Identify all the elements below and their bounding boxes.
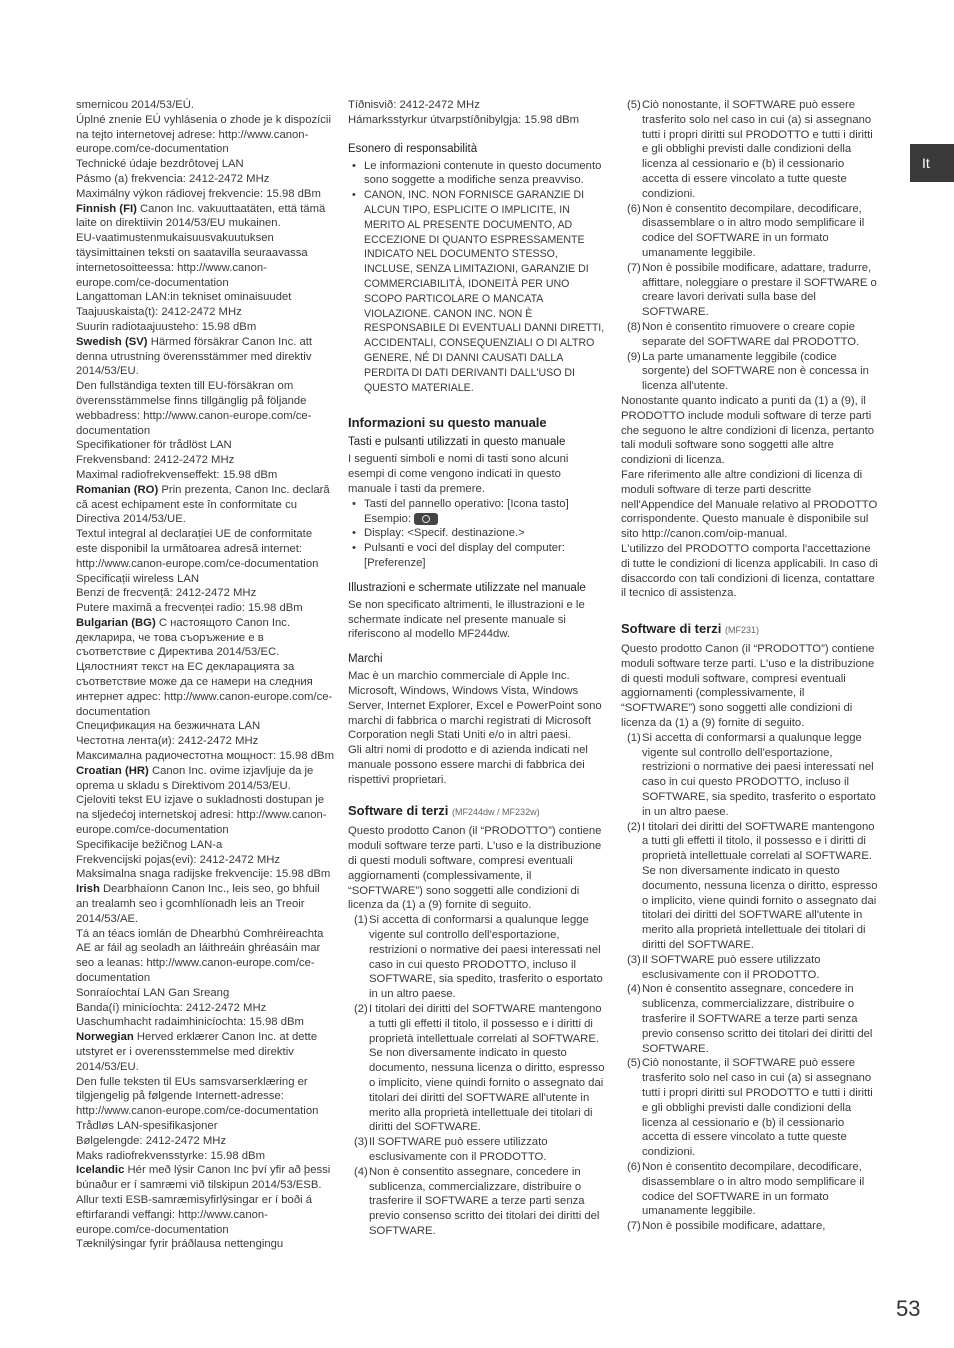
paragraph <box>76 838 334 853</box>
list-number: (5) <box>627 1057 641 1070</box>
paragraph-text: Specifikationer för trådlöst LAN <box>76 439 232 452</box>
paragraph-text: Pásmo (a) frekvencia: 2412-2472 MHz <box>76 172 270 185</box>
paragraph <box>76 853 334 868</box>
list-item <box>621 98 879 202</box>
intro-line: Hámarksstyrkur útvarpstíðnibylgja: 15.98 dBm <box>348 113 580 126</box>
page-number: 53 <box>896 1296 921 1321</box>
paragraph <box>76 231 334 290</box>
list-number: (3) <box>627 953 641 966</box>
language-label: Finnish (FI) <box>76 202 137 215</box>
paragraph: Se non specificato altrimenti, le illustrazioni e le schermate indicate nel presente manuale si riferiscono al modello MF244dw. <box>348 598 585 641</box>
menu-key-icon <box>414 513 438 525</box>
paragraph-text: Максимална радиочестотна мощност: 15.98 dBm <box>76 750 334 763</box>
section-heading-manual: Informazioni su questo manuale <box>348 415 547 431</box>
paragraph: Nonostante quanto indicato a punti da (1) a (9), il PRODOTTO include moduli software di terze parti che seguono le altre condizioni di licenza, pertanto tali moduli software sono soggetti alle altre condizioni di licenza. <box>621 394 875 467</box>
list-text: Ciò nonostante, il SOFTWARE può essere trasferito solo nel caso in cui (a) si assegnano tutti i propri diritti sul PRODOTTO e tutti i diritti e gli obblighi previsti dalle condizioni della licenza al cessionario e (b) il cessionario accetta di essere vincolato a tutte queste condizioni. <box>642 99 873 200</box>
list-item: • Display: <Specif. destinazione.> <box>348 526 606 541</box>
paragraph-text: Dearbhaíonn Canon Inc., leis seo, go bhfuil an trealamh seo i gcomhlíonadh leis an Treoir 2014/53/AE. <box>76 883 320 925</box>
list-number: (7) <box>627 261 641 274</box>
paragraph-text: Tæknilýsingar fyrir þráðlausa nettengingu <box>76 1238 284 1251</box>
paragraph: Microsoft, Windows, Windows Vista, Windows Server, Internet Explorer, Excel e PowerPoint sono marchi di fabbrica o marchi registrati di Microsoft Corporation negli Stati Uniti e/o in altri paesi. <box>348 684 602 742</box>
paragraph <box>76 202 334 232</box>
paragraph-text: Cjeloviti tekst EU izjave o sukladnosti dostupan je na sljedećoj internetskoj adresi: http://www.canon-europe.com/ce-documentation <box>76 794 327 837</box>
paragraph <box>76 749 334 764</box>
list-item <box>621 731 879 820</box>
paragraph <box>76 98 334 113</box>
subheading-keys: Tasti e pulsanti utilizzati in questo manuale <box>348 436 566 449</box>
paragraph-text: Technické údaje bezdrôtovej LAN <box>76 158 244 171</box>
list-item-text: Tasti del pannello operativo: [Icona tasto] <box>364 497 569 510</box>
paragraph <box>76 1119 334 1134</box>
license-list <box>348 913 606 1239</box>
intro-line: Tíðnisvið: 2412-2472 MHz <box>348 99 480 111</box>
paragraph-text: Herved erklærer Canon Inc. at dette utstyret er i overensstemmelse med direktiv 2014/53/EU. <box>76 1031 318 1073</box>
paragraph <box>76 1193 334 1237</box>
list-number: (2) <box>354 1003 368 1016</box>
paragraph-text: Canon Inc. vakuuttaatäten, että tämä laite on direktiivin 2014/53/EU mukainen. <box>76 202 326 230</box>
heading-models: (MF244dw / MF232w) <box>452 807 540 818</box>
list-item <box>621 953 879 983</box>
column-2 <box>348 98 606 1239</box>
column-1 <box>76 98 334 1252</box>
list-text: Si accetta di conformarsi a qualunque legge vigente sul controllo dell'esportazione, restrizioni o normative dei paesi interessati nel caso in cui questo PRODOTTO, incluso il SOFTWARE, sia spedito, trasferito o esportato in un altro paese. <box>642 731 876 818</box>
list-item <box>348 1165 606 1239</box>
license-list <box>621 98 879 394</box>
paragraph-text: Bølgelengde: 2412-2472 MHz <box>76 1134 227 1147</box>
paragraph: Fare riferimento alle altre condizioni di licenza di moduli software di terze parti descritte nell'Appendice del Manuale relativo al PRODOTTO corrispondente. Questo manuale è disponibile sul sito http://canon.com/oip-manual. <box>621 468 878 541</box>
paragraph <box>76 113 334 157</box>
paragraph-text: Hér með lýsir Canon Inc því yfir að þessi búnaður er í samræmi við tilskipun 2014/53/ESB. <box>76 1164 331 1192</box>
list-number: (8) <box>627 320 641 333</box>
paragraph-text: Putere maximă a frecvenței radio: 15.98 dBm <box>76 602 303 615</box>
paragraph-text: Taajuuskaista(t): 2412-2472 MHz <box>76 306 242 319</box>
list-item <box>348 913 606 1002</box>
paragraph <box>76 290 334 305</box>
list-item <box>348 497 606 527</box>
list-number: (4) <box>627 983 641 996</box>
paragraph <box>76 157 334 172</box>
list-text: Il SOFTWARE può essere utilizzato esclusivamente con il PRODOTTO. <box>642 953 821 981</box>
paragraph <box>76 867 334 882</box>
paragraph <box>76 586 334 601</box>
paragraph-text: Prin prezenta, Canon Inc. declară că acest echipament este în conformitate cu Directiva 2014/53/UE. <box>76 483 330 526</box>
language-label: Swedish (SV) <box>76 335 148 348</box>
paragraph-text: Den fullständiga texten till EU-försäkran om överensstämmelse finns tillgänglig på följande webbadress: http://www.canon-europe.com/ce-documentation <box>76 380 312 437</box>
paragraph <box>76 927 334 986</box>
list-item <box>348 1002 606 1135</box>
paragraph <box>76 172 334 187</box>
list-item: • Le informazioni contenute in questo documento sono soggette a modifiche senza preavviso. <box>348 159 606 189</box>
column-3 <box>621 98 879 1234</box>
section-heading-software <box>621 621 879 638</box>
paragraph-text: Sonraíochtaí LAN Gan Sreang <box>76 986 230 999</box>
paragraph-text: Цялостният текст на ЕС декларацията за съответствие може да се намери на следния интернет адрес: http://www.canon-europe.com/ce-documentation <box>76 661 333 718</box>
paragraph-text: Allur texti ESB-samræmisyfirlýsingar er í boði á eftirfarandi veffangi: http://www.canon-europe.com/ce-documentation <box>76 1193 313 1236</box>
list-item <box>621 350 879 394</box>
paragraph-text: Trådløs LAN-spesifikasjoner <box>76 1119 218 1132</box>
list-text: Non è consentito assegnare, concedere in sublicenza, commercializzare, distribuire o trasferire il SOFTWARE a terze parti senza previo consenso scritto dei titolari dei diritti del SOFTWARE. <box>369 1165 600 1237</box>
list-number: (4) <box>354 1165 368 1178</box>
paragraph-text: Спецификация на безжичната LAN <box>76 720 261 733</box>
list-text: Non è consentito decompilare, decodificare, disassemblare o in altro modo semplificare il codice del SOFTWARE in un formato umanamente leggibile. <box>642 1160 865 1218</box>
paragraph: I seguenti simboli e nomi di tasti sono alcuni esempi di come vengono indicati in questo manuale i tasti da premere. <box>348 453 569 495</box>
subheading-trademarks: Marchi <box>348 653 383 666</box>
list-number: (9) <box>627 350 641 363</box>
paragraph <box>76 1237 334 1252</box>
list-item <box>621 982 879 1056</box>
list-number: (1) <box>354 914 368 927</box>
paragraph <box>76 187 334 202</box>
list-text: I titolari dei diritti del SOFTWARE mantengono a tutti gli effetti il titolo, il possesso e i diritti di proprietà intellettuale correlati al SOFTWARE. Se non diversamente indicato in questo documento, nessuna licenza o diritto, espresso o implicito, viene quindi fornito o assegnato dai titolari dei diritti del SOFTWARE all'utente in merito alla proprietà intellettuale dei titolari di diritti del SOFTWARE. <box>369 1003 605 1134</box>
paragraph <box>76 764 334 794</box>
list-number: (3) <box>354 1136 368 1149</box>
list-number: (5) <box>627 99 641 111</box>
paragraph-text: Den fulle teksten til EUs samsvarserklæring er tilgjengelig på følgende Internett-adresse: http://www.canon-europe.com/ce-documentation <box>76 1075 319 1118</box>
paragraph-text: Честотна лента(и): 2412-2472 MHz <box>76 735 259 748</box>
paragraph: Questo prodotto Canon (il “PRODOTTO”) contiene moduli software terze parti. L'uso e la distribuzione di questi moduli software, compresi eventuali aggiornamenti (complessivamente, il “SOFTWARE”) sono soggetti alle condizioni di licenza da (1) a (9) fornite di seguito. <box>621 643 875 730</box>
paragraph-text: Textul integral al declarației UE de conformitate este disponibil la următoarea adresă internet: http://www.canon-europe.com/ce-documentation <box>76 528 319 570</box>
list-item <box>621 261 879 320</box>
paragraph <box>76 793 334 837</box>
list-text: Non è possibile modificare, adattare, <box>642 1220 826 1233</box>
list-text: I titolari dei diritti del SOFTWARE mantengono a tutti gli effetti il titolo, il possesso e i diritti di proprietà intellettuale correlati al SOFTWARE. Se non diversamente indicato in questo documento, nessuna licenza o diritto, espresso o implicito, viene quindi fornito o assegnato dai titolari dei diritti del SOFTWARE all'utente in merito alla proprietà intellettuale dei titolari di diritti del SOFTWARE. <box>642 820 878 952</box>
paragraph <box>76 1075 334 1119</box>
paragraph-text: Maks radiofrekvensstyrke: 15.98 dBm <box>76 1149 265 1162</box>
paragraph <box>76 527 334 571</box>
paragraph: Gli altri nomi di prodotto e di azienda indicati nel manuale possono essere marchi di fabbrica dei rispettivi proprietari. <box>348 744 588 786</box>
list-number: (6) <box>627 202 641 215</box>
subheading-illustrations: Illustrazioni e schermate utilizzate nel manuale <box>348 581 586 594</box>
paragraph <box>76 734 334 749</box>
paragraph-text: Langattoman LAN:in tekniset ominaisuudet <box>76 291 292 304</box>
list-number: (2) <box>627 820 641 833</box>
paragraph <box>76 719 334 734</box>
paragraph-text: Maximálny výkon rádiovej frekvencie: 15.98 dBm <box>76 187 321 200</box>
paragraph <box>76 468 334 483</box>
list-number: (1) <box>627 731 641 744</box>
paragraph-text: Maksimalna snaga radijske frekvencije: 15.98 dBm <box>76 868 331 881</box>
paragraph-text: Maximal radiofrekvenseffekt: 15.98 dBm <box>76 468 278 481</box>
list-number: (6) <box>627 1160 641 1173</box>
list-text: Il SOFTWARE può essere utilizzato esclusivamente con il PRODOTTO. <box>369 1136 548 1164</box>
paragraph <box>76 1149 334 1164</box>
language-label: Bulgarian (BG) <box>76 616 156 629</box>
language-label: Romanian (RO) <box>76 483 159 496</box>
paragraph: L'utilizzo del PRODOTTO comporta l'accettazione di tutte le condizioni di licenza applicabili. In caso di disaccordo con tali condizioni di licenza, contattare il tecnico di assistenza. <box>621 542 878 600</box>
paragraph-text: EU-vaatimustenmukaisuusvakuutuksen täysimittainen teksti on saatavilla seuraavassa internetosoitteessa: http://www.canon-europe.com/ce-documentation <box>76 232 308 289</box>
paragraph <box>76 572 334 587</box>
heading-text: Software di terzi <box>621 621 722 637</box>
paragraph: Questo prodotto Canon (il “PRODOTTO”) contiene moduli software terze parti. L'uso e la distribuzione di questi moduli software, compresi eventuali aggiornamenti (complessivamente, il “SOFTWARE”) sono soggetti alle condizioni di licenza da (1) a (9) fornite di seguito. <box>348 825 602 912</box>
paragraph: Mac è un marchio commerciale di Apple Inc. <box>348 670 570 683</box>
paragraph <box>76 453 334 468</box>
paragraph-text: Specifikacije bežičnog LAN-a <box>76 838 223 851</box>
paragraph-text: smernicou 2014/53/EÚ. <box>76 99 195 111</box>
language-label: Norwegian <box>76 1031 134 1044</box>
list-text: Non è consentito decompilare, decodificare, disassemblare o in altro modo semplificare il codice del SOFTWARE in un formato umanamente leggibile. <box>642 202 865 259</box>
list-text: Non è possibile modificare, adattare, tradurre, affittare, noleggiare o prestare il SOFTWARE o creare lavori derivati sulla base del SOFTWARE. <box>642 261 877 319</box>
list-text: Ciò nonostante, il SOFTWARE può essere trasferito solo nel caso in cui (a) si assegnano tutti i propri diritti sul PRODOTTO e tutti i diritti e gli obblighi previsti dalle condizioni della licenza al cessionario e (b) il cessionario accetta di essere vincolato a tutte queste condizioni. <box>642 1057 873 1159</box>
list-item <box>621 820 879 953</box>
list-text: Si accetta di conformarsi a qualunque legge vigente sul controllo dell'esportazione, restrizioni o normative dei paesi interessati nel caso in cui questo PRODOTTO, incluso il SOFTWARE, sia spedito, trasferito o esportato in un altro paese. <box>369 914 603 1001</box>
paragraph <box>76 379 334 438</box>
paragraph <box>76 1163 334 1193</box>
paragraph <box>76 305 334 320</box>
paragraph <box>76 483 334 527</box>
list-item <box>621 320 879 350</box>
list-item <box>621 1160 879 1219</box>
list-item-text: Esempio: <box>364 512 415 525</box>
paragraph <box>76 660 334 719</box>
section-heading-software <box>348 803 606 820</box>
list-item <box>621 1056 879 1160</box>
list-text: La parte umanamente leggibile (codice sorgente) del SOFTWARE non è concessa in licenza all'utente. <box>642 350 869 393</box>
paragraph <box>76 438 334 453</box>
paragraph-text: Frekvencijski pojas(evi): 2412-2472 MHz <box>76 853 281 866</box>
paragraph-text: С настоящото Canon Inc. декларира, че това съоръжение е в съответствие с Директива 2014/53/ЕС. <box>76 616 291 659</box>
paragraph <box>76 882 334 926</box>
paragraph-text: Specificații wireless LAN <box>76 572 200 585</box>
list-text: Non è consentito assegnare, concedere in sublicenza, commercializzare, distribuire o trasferire il SOFTWARE a terze parti senza previo consenso scritto dei titolari dei diritti del SOFTWARE. <box>642 983 873 1055</box>
paragraph <box>76 1001 334 1016</box>
paragraph-text: Uaschumhacht radaimhinicíochta: 15.98 dBm <box>76 1016 304 1029</box>
list-text: Non è consentito rimuovere o creare copie separate del SOFTWARE dal PRODOTTO. <box>642 320 860 348</box>
paragraph-text: Banda(í) minicíochta: 2412-2472 MHz <box>76 1001 267 1014</box>
list-item <box>348 1135 606 1165</box>
paragraph <box>76 986 334 1001</box>
language-label: Icelandic <box>76 1164 125 1177</box>
paragraph-text: Úplné znenie EÚ vyhlásenia o zhode je k dispozícii na tejto internetovej adrese: http://www.canon-europe.com/ce-documentation <box>76 113 331 156</box>
paragraph-text: Härmed försäkrar Canon Inc. att denna utrustning överensstämmer med direktiv 2014/53/EU. <box>76 335 313 378</box>
paragraph-text: Frekvensband: 2412-2472 MHz <box>76 454 235 467</box>
list-item: • Pulsanti e voci del display del computer: [Preferenze] <box>348 541 606 571</box>
license-list <box>621 731 879 1234</box>
heading-text: Software di terzi <box>348 803 449 819</box>
paragraph-text: Tá an téacs iomlán de Dhearbhú Comhréireachta AE ar fáil ag seoladh an láithreáin ghréasáin mar seo a leanas: http://www.canon-europe.com/ce-documentation <box>76 927 324 985</box>
list-item <box>621 1219 879 1234</box>
language-label: Irish <box>76 883 100 896</box>
paragraph <box>76 1030 334 1074</box>
disclaimer-heading: Esonero di responsabilità <box>348 142 478 155</box>
paragraph <box>76 616 334 660</box>
list-item <box>621 202 879 261</box>
paragraph <box>76 1134 334 1149</box>
list-item: • CANON, INC. NON FORNISCE GARANZIE DI ALCUN TIPO, ESPLICITE O IMPLICITE, IN MERITO AL PRESENTE DOCUMENTO, AD ECCEZIONE DI QUANTO ESPRESSAMENTE INDICATO NEL DOCUMENTO STESSO, INCLUSE, SENZA LIMITAZIONI, GARANZIE DI COMMERCIABILITÀ, IDONEITÀ PER UNO SCOPO PARTICOLARE O MANCATA VIOLAZIONE. CANON INC. NON È RESPONSABILE DI EVENTUALI DANNI DIRETTI, ACCIDENTALI, CONSEQUENZIALI O DI ALTRO GENERE, NÉ DI DANNI CAUSATI DALLA PERDITA DI DATI DERIVANTI DALL'USO DI QUESTO MATERIALE. <box>348 188 606 395</box>
paragraph-text: Suurin radiotaajuusteho: 15.98 dBm <box>76 320 257 333</box>
heading-models: (MF231) <box>725 625 760 636</box>
paragraph <box>76 1015 334 1030</box>
language-tab: It <box>910 144 954 182</box>
paragraph <box>76 320 334 335</box>
paragraph-text: Benzi de frecvență: 2412-2472 MHz <box>76 587 257 600</box>
paragraph <box>76 601 334 616</box>
paragraph-text: Canon Inc. ovime izjavljuje da je oprema u skladu s Direktivom 2014/53/EU. <box>76 764 314 792</box>
language-label: Croatian (HR) <box>76 764 149 777</box>
list-number: (7) <box>627 1220 641 1233</box>
paragraph <box>76 335 334 379</box>
